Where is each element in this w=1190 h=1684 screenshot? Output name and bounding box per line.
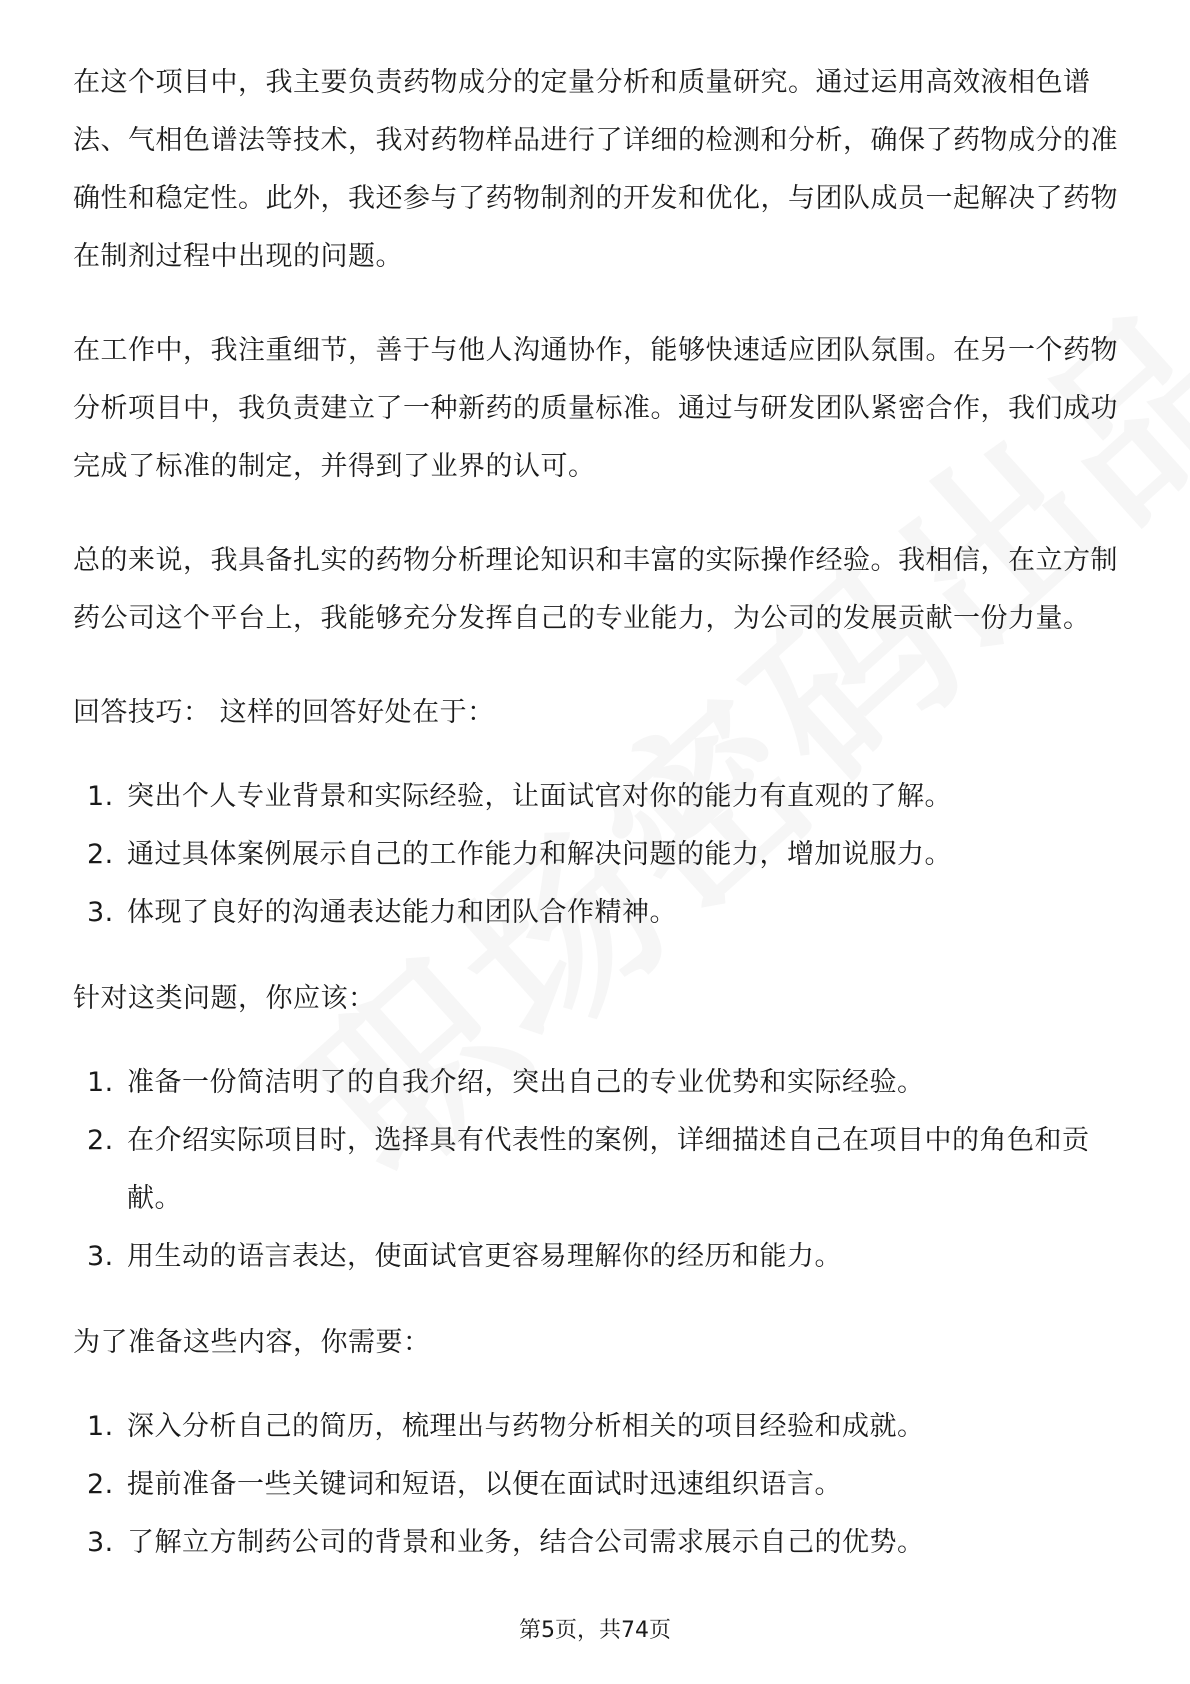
- list-number: 3.: [87, 1241, 114, 1272]
- list-item-text: 体现了良好的沟通表达能力和团队合作精神。: [127, 897, 677, 928]
- should-list: [73, 1054, 1118, 1286]
- page-content: [73, 54, 1118, 1600]
- list-number: 2.: [87, 1469, 114, 1500]
- list-item: [73, 826, 1118, 884]
- tips-heading: 回答技巧： 这样的回答好处在于：: [73, 697, 495, 728]
- list-number: 2.: [87, 1125, 114, 1156]
- tips-list: [73, 768, 1118, 942]
- list-item-text: 提前准备一些关键词和短语，以便在面试时迅速组织语言。: [127, 1469, 842, 1500]
- prepare-heading: 为了准备这些内容，你需要：: [73, 1327, 431, 1358]
- paragraph-summary: 总的来说，我具备扎实的药物分析理论知识和丰富的实际操作经验。我相信，在立方制药公司这个平台上，我能够充分发挥自己的专业能力，为公司的发展贡献一份力量。: [73, 545, 1118, 634]
- paragraph-work: 在工作中，我注重细节，善于与他人沟通协作，能够快速适应团队氛围。在另一个药物分析项目中，我负责建立了一种新药的质量标准。通过与研发团队紧密合作，我们成功完成了标准的制定，并得到了业界的认可。: [73, 335, 1118, 482]
- list-item-text: 在介绍实际项目时，选择具有代表性的案例，详细描述自己在项目中的角色和贡献。: [127, 1125, 1090, 1214]
- list-item: [73, 1112, 1118, 1228]
- list-number: 3.: [87, 897, 114, 928]
- list-number: 2.: [87, 839, 114, 870]
- list-item-text: 了解立方制药公司的背景和业务，结合公司需求展示自己的优势。: [127, 1527, 925, 1558]
- list-item-text: 深入分析自己的简历，梳理出与药物分析相关的项目经验和成就。: [127, 1411, 925, 1442]
- list-item: [73, 1228, 1118, 1286]
- list-number: 1.: [87, 781, 114, 812]
- list-item: [73, 1514, 1118, 1572]
- list-item: [73, 1456, 1118, 1514]
- list-number: 1.: [87, 1067, 114, 1098]
- list-item-text: 准备一份简洁明了的自我介绍，突出自己的专业优势和实际经验。: [127, 1067, 925, 1098]
- list-item: [73, 1398, 1118, 1456]
- list-item-text: 突出个人专业背景和实际经验，让面试官对你的能力有直观的了解。: [127, 781, 952, 812]
- list-item-text: 用生动的语言表达，使面试官更容易理解你的经历和能力。: [127, 1241, 842, 1272]
- paragraph-project: 在这个项目中，我主要负责药物成分的定量分析和质量研究。通过运用高效液相色谱法、气相色谱法等技术，我对药物样品进行了详细的检测和分析，确保了药物成分的准确性和稳定性。此外，我还参与了药物制剂的开发和优化，与团队成员一起解决了药物在制剂过程中出现的问题。: [73, 67, 1118, 272]
- list-number: 1.: [87, 1411, 114, 1442]
- list-number: 3.: [87, 1527, 114, 1558]
- prepare-list: [73, 1398, 1118, 1572]
- page-number: 第5页，共74页: [519, 1618, 671, 1643]
- list-item: [73, 1054, 1118, 1112]
- list-item: [73, 768, 1118, 826]
- list-item-text: 通过具体案例展示自己的工作能力和解决问题的能力，增加说服力。: [127, 839, 952, 870]
- list-item: [73, 884, 1118, 942]
- should-heading: 针对这类问题，你应该：: [73, 983, 376, 1014]
